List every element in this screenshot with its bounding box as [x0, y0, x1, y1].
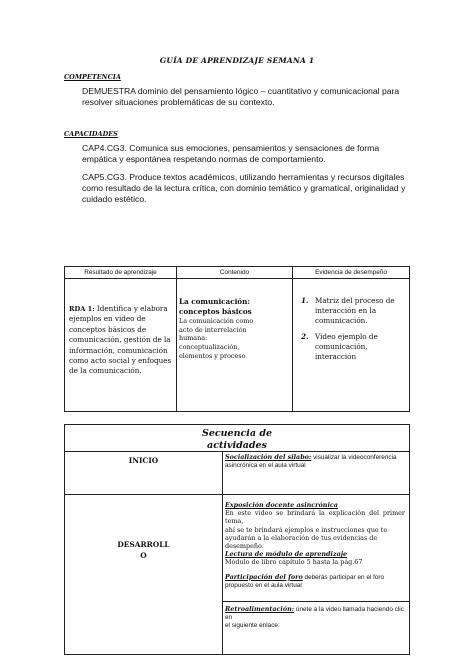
cap5-line: como resultado de la lectura crítica, con dominio temático y gramatical, originalidad y	[82, 183, 406, 193]
competencia-text	[82, 86, 442, 108]
foro-heading: Participación del foro	[225, 572, 303, 581]
activities-table	[64, 424, 410, 655]
evidence-text: interacción	[315, 352, 357, 361]
retro-text: únete a la video llamada haciendo clic	[294, 606, 404, 613]
rda-text: como acto social y enfoques	[69, 356, 172, 366]
exposicion-text: ayudarán a la elaboración de tus evidencias de	[225, 533, 378, 542]
competencia-line: DEMUESTRA dominio del pensamiento lógico – cuantitativo y comunicacional para	[82, 86, 400, 96]
lectura-text: Módulo de libro capítulo 5 hasta la pág.67	[225, 558, 363, 567]
rda-text: de la comunicación.	[69, 366, 142, 376]
row-label-desarrollo	[65, 539, 222, 561]
evidence-item	[301, 296, 409, 326]
learning-outcomes-table	[64, 266, 410, 412]
sequence-title-line: actividades	[207, 440, 267, 451]
content-title: conceptos básicos	[179, 306, 252, 316]
row-label-line: DESARROLL	[117, 540, 170, 549]
content-text: elementos y proceso	[179, 351, 246, 360]
retro-text: en	[225, 614, 233, 622]
evidence-text: Video ejemplo de	[315, 332, 378, 341]
evidence-text: comunicación.	[315, 316, 368, 325]
page-title: GUÍA DE APRENDIZAJE SEMANA 1	[159, 56, 315, 65]
foro-text: propuesto en el aula virtual	[225, 581, 302, 589]
capacidades-label: CAPACIDADES	[64, 130, 118, 138]
evidence-text: interacción en la	[315, 306, 377, 315]
header-contenido: Contenido	[219, 269, 250, 276]
content-text: conceptualización,	[179, 342, 240, 351]
desarrollo-content	[225, 501, 405, 590]
cap5-line: CAP5.CG3. Produce textos académicos, utilizando herramientas y recursos digitales	[82, 172, 405, 182]
inicio-heading: Socialización del silabo:	[225, 453, 312, 461]
cap5-text	[82, 172, 442, 205]
retro-heading: Retroalimentación:	[225, 605, 295, 613]
rda-cell	[69, 304, 175, 377]
content-cell	[179, 297, 289, 360]
inicio-text: visualizar la videoconferencia	[311, 454, 397, 461]
table-divider	[65, 494, 409, 495]
content-text: La comunicación como	[179, 317, 254, 326]
retro-text: el siguiente enlace:	[225, 622, 280, 630]
rda-label: RDA 1:	[69, 305, 95, 313]
exposicion-heading: Exposición docente asincrónica	[225, 501, 338, 509]
table-divider	[222, 601, 409, 602]
table-divider	[65, 451, 409, 452]
rda-text: conceptos básicos de	[69, 324, 147, 334]
rda-text: comunicación, gestión de la	[69, 335, 171, 345]
exposicion-text: En este video se brindará la explicación del primer tema,	[225, 509, 405, 526]
table-divider	[176, 267, 177, 411]
evidence-number: 1.	[301, 296, 309, 305]
evidence-number: 2.	[301, 332, 309, 341]
row-label-inicio: INICIO	[128, 456, 159, 465]
cap4-line: CAP4.CG3. Comunica sus emociones, pensamientos y sensaciones de forma	[82, 143, 380, 153]
table-divider	[65, 278, 409, 279]
competencia-label: COMPETENCIA	[64, 73, 121, 81]
sequence-title-line: Secuencia de	[201, 428, 273, 439]
cap4-text	[82, 143, 442, 165]
foro-text: deberás participar en el foro	[302, 573, 385, 581]
rda-text: ejemplos en video de	[69, 314, 146, 324]
evidence-text: comunicación,	[315, 342, 368, 351]
header-resultado: Resultado de aprendizaje	[84, 269, 157, 276]
content-title: La comunicación:	[179, 297, 250, 306]
cap4-line: empática y espontánea respetando normas de comportamiento.	[82, 154, 326, 164]
sequence-title	[65, 428, 409, 452]
evidence-item	[301, 332, 409, 362]
content-text: humana:	[179, 334, 208, 343]
cierre-content	[225, 605, 405, 631]
table-divider	[222, 451, 223, 654]
evidence-cell	[301, 296, 409, 368]
rda-text: información, comunicación	[69, 345, 168, 355]
exposicion-text: desempeño.	[225, 542, 264, 551]
rda-text: Identifica y elabora	[94, 304, 168, 313]
cap5-line: cuidado estético.	[82, 194, 147, 204]
inicio-text: asincrónica en el aula virtual	[225, 462, 306, 470]
evidence-text: Matriz del proceso de	[315, 296, 395, 305]
inicio-content	[225, 453, 405, 470]
row-label-line: O	[140, 551, 147, 560]
content-text: acto de interrelación	[179, 325, 247, 334]
competencia-line: resolver situaciones problemáticas de su contexto.	[82, 97, 275, 107]
lectura-heading: Lectura de módulo de aprendizaje	[225, 550, 348, 559]
header-evidencia: Evidencia de desempeño	[315, 269, 387, 276]
exposicion-text: ahí se te brindará ejemplos e instrucciones que te	[225, 525, 388, 534]
table-divider	[292, 267, 293, 411]
